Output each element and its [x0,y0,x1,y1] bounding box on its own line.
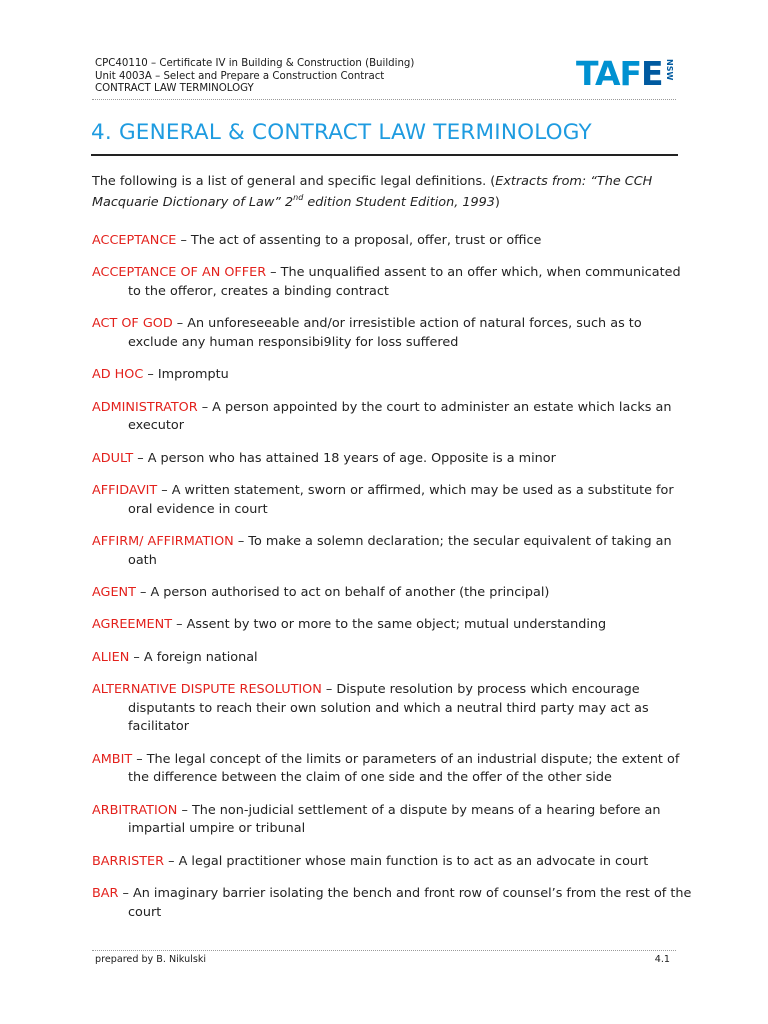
glossary-entry [92,315,692,352]
tafe-nsw-logo [576,54,676,96]
term-separator: – [157,483,172,499]
glossary-entry [92,751,692,788]
term-separator: – [118,886,133,902]
glossary-definition: Dispute resolution by process which encourage disputants to reach their own solution and which a neutral third party may act as facilitator [128,682,649,735]
glossary-list [92,232,692,936]
term-separator: – [132,751,147,767]
logo-nsw-mark [665,59,674,93]
term-separator: – [135,585,151,601]
glossary-term: ALTERNATIVE DISPUTE RESOLUTION [92,682,322,698]
running-header [95,58,414,96]
term-separator: – [143,367,158,383]
glossary-definition: To make a solemn declaration; the secular equivalent of taking an oath [128,534,672,568]
glossary-definition: A person appointed by the court to administer an estate which lacks an executor [128,399,672,434]
page-number: 4.1 [654,954,670,965]
logo-wordmark-b: E [641,54,663,93]
glossary-definition: Assent by two or more to the same object; mutual understanding [186,617,607,633]
intro-paragraph [92,171,682,213]
glossary-term: ADULT [92,450,134,466]
glossary-entry [92,802,692,839]
glossary-definition: The non-judicial settlement of a dispute by means of a hearing before an impartial umpire or tribunal [128,802,661,837]
glossary-entry [92,482,692,519]
term-separator: – [197,399,213,415]
glossary-definition: Impromptu [157,367,229,383]
glossary-entry [92,584,692,603]
glossary-definition: A person who has attained 18 years of age. Opposite is a minor [147,450,556,466]
intro-citation-part1: Extracts from: “The CCH Macquarie Dictionary of Law” 2 [92,174,653,210]
intro-citation-part2: edition Student Edition, 1993 [303,195,495,210]
glossary-term: AD HOC [92,367,144,383]
term-separator: – [233,534,249,550]
glossary-term: ACCEPTANCE [92,233,177,248]
glossary-entry [92,366,692,385]
term-separator: – [129,649,144,665]
glossary-definition: The unqualified assent to an offer which, when communicated to the offeror, creates a binding contract [128,265,681,299]
glossary-definition: An imaginary barrier isolating the bench and front row of counsel’s from the rest of the court [128,886,692,920]
intro-text: The following is a list of general and specific legal definitions. ( [92,174,496,189]
glossary-entry [92,681,692,737]
glossary-definition: The legal concept of the limits or parameters of an industrial dispute; the extent of the difference between the claim of one side and the offer of the other side [128,751,680,786]
glossary-term: AGENT [92,585,136,601]
glossary-definition: A foreign national [143,649,258,665]
glossary-definition: An unforeseeable and/or irresistible action of natural forces, such as to exclude any human responsibi9lity for loss suffered [128,316,642,350]
term-separator: – [133,450,148,466]
glossary-entry [92,853,692,872]
glossary-term: ARBITRATION [92,802,178,818]
footer-divider [92,950,676,951]
glossary-term: AFFIDAVIT [92,483,158,499]
term-separator: – [164,853,179,869]
glossary-entry [92,649,692,668]
glossary-definition: A written statement, sworn or affirmed, which may be used as a substitute for oral evidence in court [128,483,674,517]
term-separator: – [266,265,281,281]
glossary-term: AGREEMENT [92,617,173,633]
glossary-entry [92,450,692,469]
logo-nsw-text: NSW [665,59,674,81]
glossary-entry [92,616,692,635]
glossary-term: BARRISTER [92,853,165,869]
glossary-term: AMBIT [92,751,133,767]
term-separator: – [172,617,187,633]
logo-wordmark-a: TAF [576,54,642,93]
intro-closing: ) [494,195,500,210]
term-separator: – [177,802,192,818]
logo-wordmark [576,54,663,94]
page-title: 4. GENERAL & CONTRACT LAW TERMINOLOGY [91,120,592,145]
section-line: CONTRACT LAW TERMINOLOGY [95,83,254,94]
glossary-term: ACCEPTANCE OF AN OFFER [92,265,267,281]
glossary-definition: A legal practitioner whose main function is to act as an advocate in court [178,853,649,869]
glossary-term: BAR [92,886,119,902]
term-separator: – [321,682,337,698]
glossary-entry [92,399,692,436]
glossary-term: AFFIRM/ AFFIRMATION [92,534,234,550]
glossary-definition: A person authorised to act on behalf of another (the principal) [150,585,550,601]
ordinal-suffix: nd [293,192,304,202]
glossary-term: ACT OF GOD [92,316,173,332]
course-code-line: CPC40110 – Certificate IV in Building & Construction (Building) [95,58,415,69]
glossary-entry [92,885,692,922]
glossary-entry [92,533,692,570]
glossary-term: ALIEN [92,649,130,665]
glossary-entry [92,232,692,251]
glossary-entry [92,264,692,301]
header-divider [92,99,676,100]
term-separator: – [172,316,188,332]
term-separator: – [176,233,191,248]
glossary-term: ADMINISTRATOR [92,399,198,415]
title-underline [91,154,678,156]
footer-author: prepared by B. Nikulski [95,954,207,965]
unit-line: Unit 4003A – Select and Prepare a Construction Contract [95,70,385,82]
glossary-definition: The act of assenting to a proposal, offer, trust or office [190,233,542,248]
